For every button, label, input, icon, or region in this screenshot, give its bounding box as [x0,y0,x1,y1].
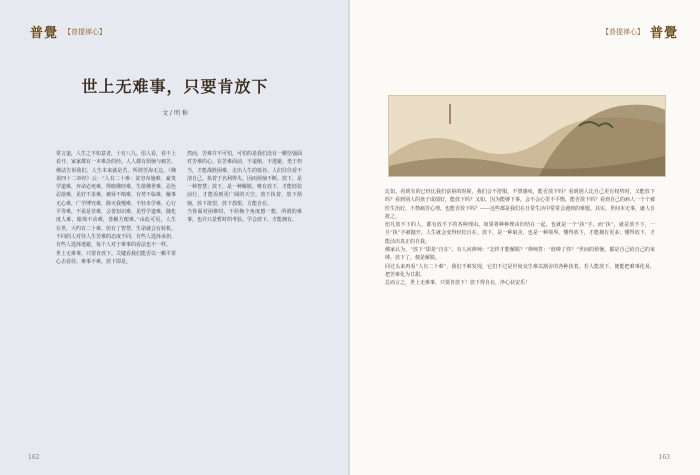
section-label: 【普提禅心】 [601,27,644,36]
paragraph: 回过头来再看“人有二十难”，我们不难发现，它们不过是世间众生难以割舍的各种执着。若人能放下，便能把难事化易，把苦难化为甘甜。 [385,263,655,278]
left-column-1 [56,150,176,460]
header-left [30,22,106,41]
paragraph: 常言道，人生之不如意者，十有八九。俗人看，看不上看开、家家都有一本难念的经。人人都有烦恼与痛苦。佛法告诉我们，人生本来就是苦。所谓苦海无边，《佛说四十二章经》云：“人有二十难：贫穷布施难，豪贵学道难，弃命必死难，得睹佛经难，生值佛世难，忍色忍欲难，见好不求难，被辱不嗔难，有势不临难，触事无心难，广学博究难，除灭我慢难，不轻未学难，心行平等难，不说是非难，会善知识难，见性学道难，随化度人难，睹境不动难，善解方便难。”由此可见，人生在世，大约有二十难，但有了智慧，生命就会有转机。不同的人对待人生苦难的态度不同，有些人选择承担，有些人选择逃避，每个人对于难事的看法也不一样。 [56,151,177,249]
right-column [385,188,655,458]
paragraph: 总而言之，世上无难事，只要肯放下！放下得自在，净心获安乐！ [385,280,531,287]
paragraph: 比如，看到有的已经比我们富裕的时候，我们会不舒服，不禁感叹，能否放下吗？看到别人比自己更有权势时，又能放下吗？看到别人的孩子成绩好，能放下吗？又如，因为能够下事，会不会心里不平衡，能否放下吗？看到自己的病人一个个被医生治好，不禁痛苦心理，也能否放下吗？——这些都是我们在日常生活中常常会遇到的难题。其实，世间本无事，庸人自扰之。 [385,189,656,220]
paragraph: 但凡放不下的人，都有放不下的各种理由。如果将种种理由归结在一起，也就是一个“执”字。而“执”，就是放不下，一旦“执”字被抛开，人生就会变得轻松自在。放下，是一种取舍，也是一种境界。懂得放下，才能拥有更多；懂得放下，才能活出真正的自我。 [385,222,655,245]
page-number-left: 162 [28,454,40,461]
page-number-right: 163 [658,454,670,461]
header-right [602,22,678,41]
paragraph: 当你面对困难时，不妨换个角度想一想，所谓的难事，也许只是暂时的考验。学会放下，才能拥有。 [187,209,302,224]
byline: 文 / 明 称 [162,110,188,117]
article-title: 世上无难事，只要肯放下 [81,77,269,96]
brand-logo: 普覺 [649,26,678,41]
brand-logo: 普覺 [30,26,59,41]
section-label: 【普提禅心】 [64,27,107,36]
paragraph: 佛家认为，“放下”即是“自在”。有人问禅师：“怎样才能解脱？”禅师答：“谁缚了你？”世间的烦恼，都是自己给自己的束缚。放下了，便是解脱。 [385,247,655,262]
landscape-painting-image [388,95,666,177]
landscape-painting-icon [389,96,665,176]
paragraph: 世上无难事，只要肯放下。关键看我们能否以一颗平常心去看待。难事不难，放下即是。 [56,250,177,265]
left-column-2 [187,150,302,460]
paragraph: 然而，苦难并不可怕，可怕的是我们没有一颗坚强面对苦难的心。在苦难面前，不退缩，不逃避，勇于担当，才能战胜困难，走出人生的低谷。人们往往看不清自己，执着于名利得失，因而烦恼不断。放下，是一种智慧；放下，是一种解脱。唯有放下，才能轻装前行，才能看到更广阔的天空。放下执着，放下烦恼，放下欲望，放下怨恨，方能自在。 [187,151,303,207]
